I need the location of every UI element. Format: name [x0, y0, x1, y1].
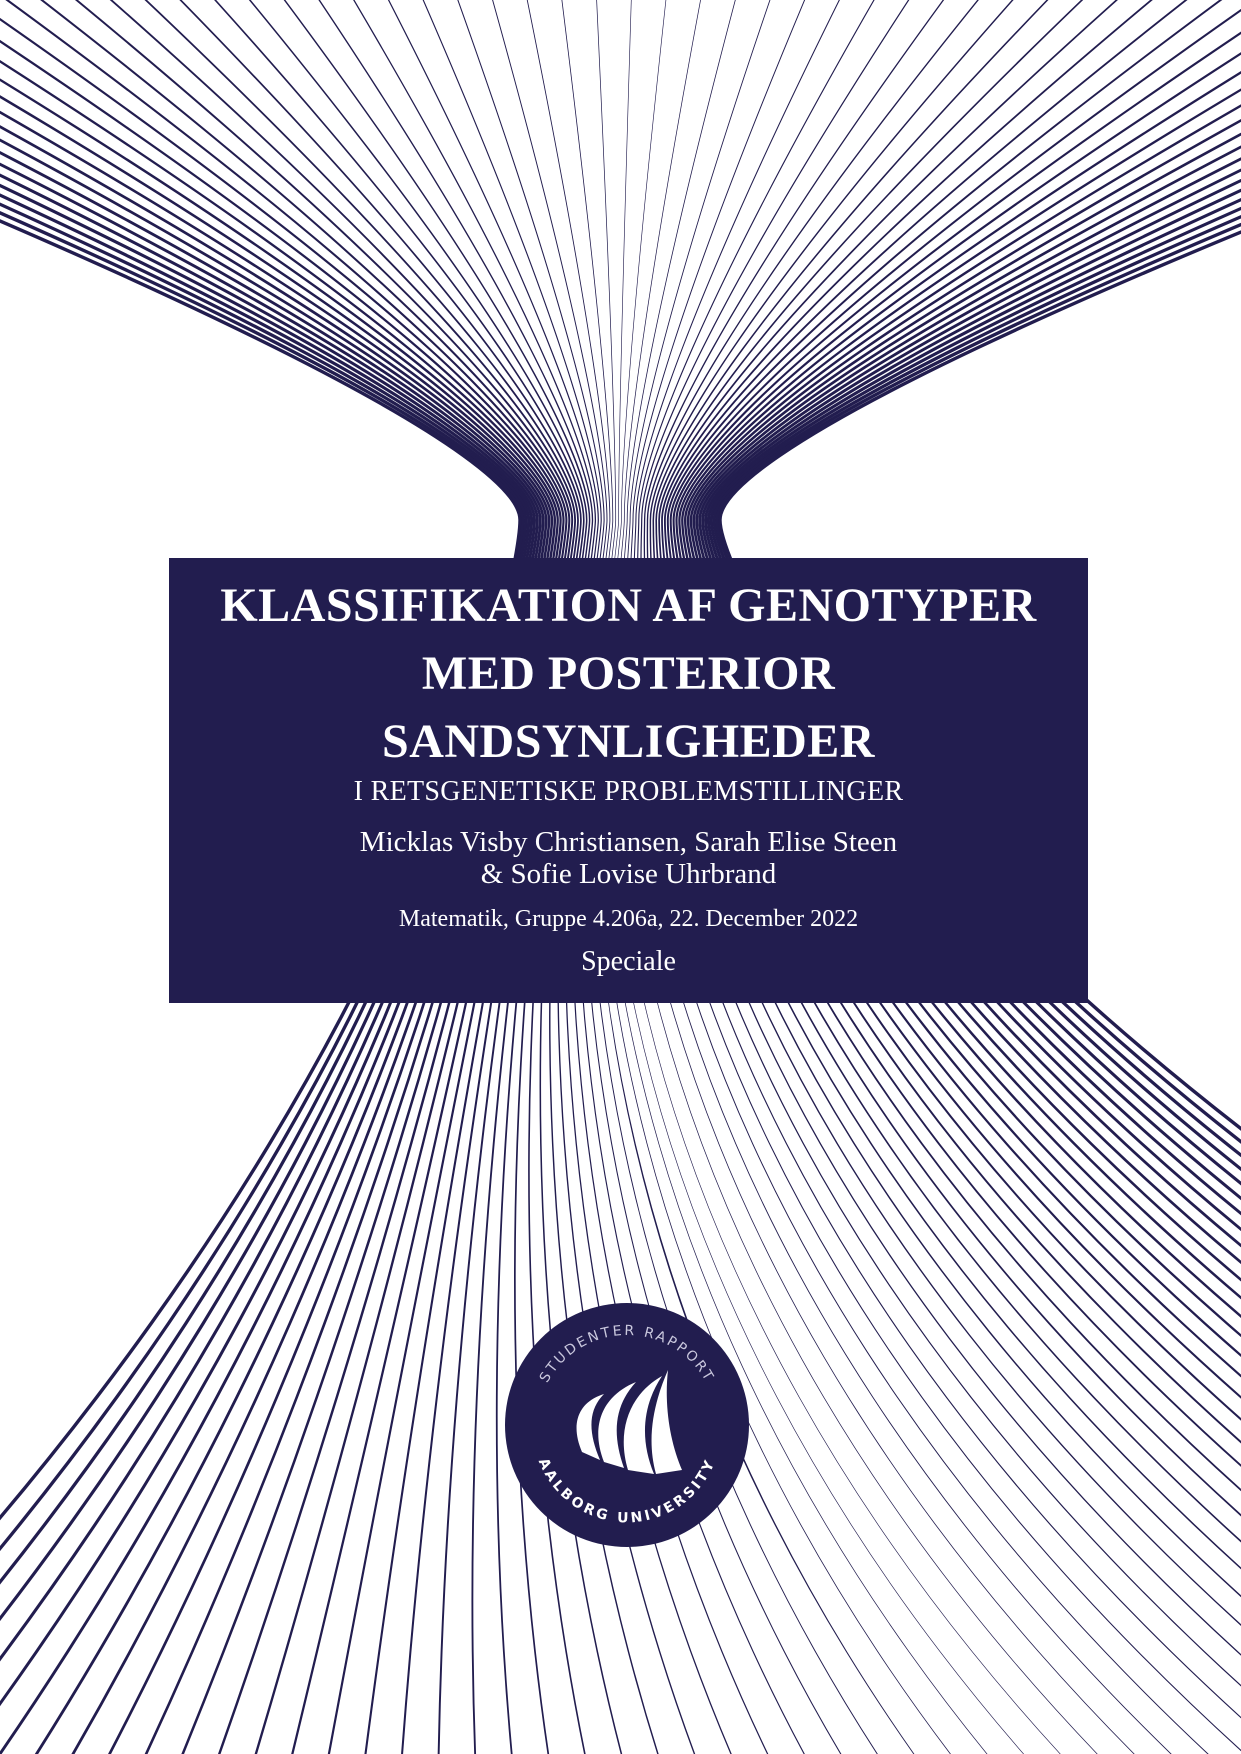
title-line-2: MED POSTERIOR	[421, 647, 836, 700]
aalborg-university-seal	[504, 1302, 750, 1548]
authors	[169, 826, 1088, 890]
report-meta: Matematik, Gruppe 4.206a, 22. December 2022	[398, 906, 859, 932]
seal-bottom-text: AALBORG UNIVERSITY	[534, 1455, 720, 1527]
subtitle: I RETSGENETISKE PROBLEMSTILLINGER	[353, 776, 904, 807]
authors-line-1: Micklas Visby Christiansen, Sarah Elise Steen	[359, 826, 898, 858]
seal-top-text: STUDENTER RAPPORT	[536, 1322, 718, 1386]
title-box	[169, 558, 1088, 1003]
title-line-3: SANDSYNLIGHEDER	[382, 715, 875, 768]
authors-line-2: & Sofie Lovise Uhrbrand	[480, 858, 777, 890]
report-kind: Speciale	[581, 946, 676, 977]
title-line-1: KLASSIFIKATION AF GENOTYPER	[220, 579, 1037, 632]
